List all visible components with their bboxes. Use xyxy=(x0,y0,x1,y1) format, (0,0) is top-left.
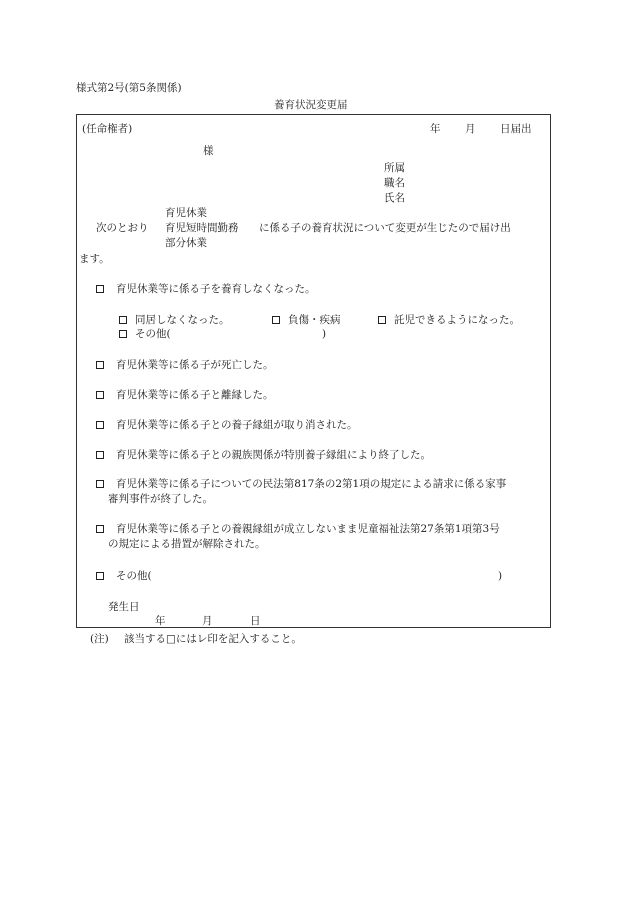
checkbox[interactable] xyxy=(96,525,104,533)
form-number: 様式第2号(第5条関係) xyxy=(76,82,182,94)
date-year-label: 年 xyxy=(430,123,441,135)
form-title: 養育状況変更届 xyxy=(274,99,348,111)
item-died-text: 育児休業等に係る子が死亡した。 xyxy=(116,359,274,371)
checkbox[interactable] xyxy=(119,330,127,338)
checkbox[interactable] xyxy=(96,391,104,399)
item-family-court-line2: 審判事件が終了した。 xyxy=(108,493,213,506)
checkbox[interactable] xyxy=(272,316,280,324)
name-label: 氏名 xyxy=(384,192,405,204)
item-other-close-paren: ) xyxy=(498,570,503,582)
intro-prefix: 次のとおり xyxy=(96,222,149,234)
item-separated[interactable] xyxy=(96,389,274,402)
checkbox[interactable] xyxy=(96,451,104,459)
item-other-text: その他( xyxy=(116,570,152,582)
item-family-court-line1: 育児休業等に係る子についての民法第817条の2第1項の規定による請求に係る家事 xyxy=(116,478,507,490)
checkbox[interactable] xyxy=(96,421,104,429)
item-died[interactable] xyxy=(96,359,274,372)
occurrence-label: 発生日 xyxy=(108,601,140,613)
sub-other-close-paren: ) xyxy=(322,328,327,340)
checkbox[interactable] xyxy=(119,316,127,324)
intro-suffix: に係る子の養育状況について変更が生じたので届け出 xyxy=(259,222,511,234)
item-not-raising[interactable] xyxy=(96,283,316,296)
sub-other[interactable] xyxy=(119,328,171,341)
date-month-label: 月 xyxy=(465,123,476,135)
sub-not-living-text: 同居しなくなった。 xyxy=(135,314,230,326)
checkbox[interactable] xyxy=(96,361,104,369)
intro-continuation: ます。 xyxy=(79,253,110,265)
item-special-adoption[interactable] xyxy=(96,449,431,462)
checkbox[interactable] xyxy=(378,316,386,324)
sub-injury[interactable] xyxy=(272,314,341,327)
checkbox[interactable] xyxy=(96,285,104,293)
leave-type-short-hours: 育児短時間勤務 xyxy=(165,222,239,234)
affiliation-label: 所属 xyxy=(384,162,405,174)
date-day-submitted-label: 日届出 xyxy=(500,123,532,135)
occurrence-day: 日 xyxy=(250,615,261,627)
item-separated-text: 育児休業等に係る子と離縁した。 xyxy=(116,389,274,401)
item-other[interactable] xyxy=(96,570,152,583)
sub-not-living[interactable] xyxy=(119,314,230,327)
occurrence-year: 年 xyxy=(155,615,166,627)
appointer-label: (任命権者) xyxy=(82,123,133,135)
checkbox[interactable] xyxy=(96,480,104,488)
note-label: (注) xyxy=(90,633,109,645)
position-label: 職名 xyxy=(384,177,405,189)
sub-injury-text: 負傷・疾病 xyxy=(288,314,341,326)
leave-type-childcare: 育児休業 xyxy=(165,207,207,219)
sub-childcare-text: 託児できるようになった。 xyxy=(394,314,520,326)
sub-childcare[interactable] xyxy=(378,314,520,327)
item-family-court[interactable] xyxy=(96,477,546,507)
item-special-adoption-text: 育児休業等に係る子との親族関係が特別養子縁組により終了した。 xyxy=(116,449,431,461)
checkbox[interactable] xyxy=(96,572,104,580)
item-welfare-line2: の規定による措置が解除された。 xyxy=(108,538,266,551)
leave-type-partial: 部分休業 xyxy=(165,237,207,249)
sub-other-text: その他( xyxy=(135,328,171,340)
note-text: 該当する□にはレ印を記入すること。 xyxy=(124,633,302,645)
sama-label: 様 xyxy=(203,145,214,157)
item-adoption-cancelled-text: 育児休業等に係る子との養子縁組が取り消された。 xyxy=(116,419,358,431)
item-not-raising-text: 育児休業等に係る子を養育しなくなった。 xyxy=(116,283,316,295)
item-adoption-cancelled[interactable] xyxy=(96,419,358,432)
occurrence-month: 月 xyxy=(202,615,213,627)
item-welfare[interactable] xyxy=(96,522,546,552)
item-welfare-line1: 育児休業等に係る子との養親縁組が成立しないまま児童福祉法第27条第1項第3号 xyxy=(116,523,500,535)
